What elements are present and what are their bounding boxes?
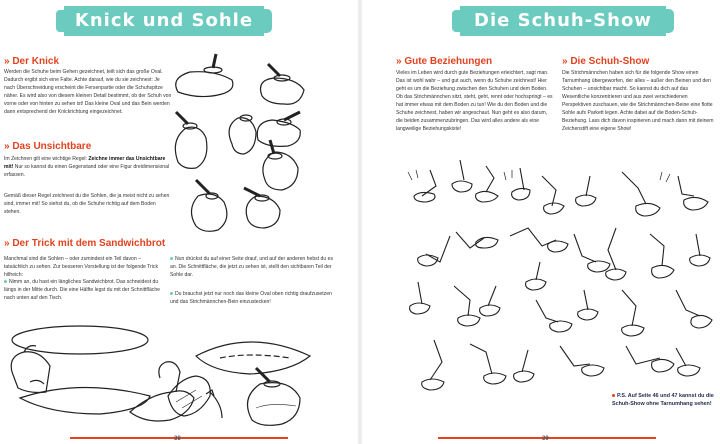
ps-note bbox=[612, 392, 718, 408]
text-knick: Werden die Schuhe beim Gehen gezeichnet, teilt sich das große Oval. Dadurch ergibt sich eine Falte. Achte darauf, wie du sie zeichnest: Je nach Überschneidung erscheint die Fersenpartie oder die Schuhspitze näher. Es wird also von diesem kleinen Detail bestimmt, ob der Schuh von vorne oder von hinten zu sehen ist! Das kleine Oval und das Bein werden dann entsprechend der Knickrichtung eingezeichnet. bbox=[4, 69, 172, 115]
text-beziehungen: Vieles im Leben wird durch gute Beziehungen erleichtert, sagt man. Das ist wohl wahr – und gut auch, wenn du Schuhe zeichnest! Hier geht es um die Beziehung zwischen den Schuhen und dem Boden. Ob das Strichmännchen sitzt, steht, geht, rennt oder hochspringt – es hat immer etwas mit dem Boden zu tun! Wie du den Boden und die Schuhe zeichnest, haben wir angeschaut. Nun geht es also darum, die beiden zusammenzubringen. Das wird alles andere als eine langweilige Beziehungskiste! bbox=[396, 70, 553, 132]
text-unsichtbare-bold: Zeichne immer das Unsichtbare mit! bbox=[4, 156, 166, 170]
ps-bullet-icon bbox=[612, 394, 615, 397]
shoe-show-illustration bbox=[360, 0, 720, 444]
heading-show: » Die Schuh-Show bbox=[562, 56, 650, 67]
sandwich-hand-illustration bbox=[11, 326, 150, 414]
heading-unsichtbare: » Das Unsichtbare bbox=[4, 141, 92, 152]
bullet-sandwich-2-text: Nun drückst du auf einer Seite drauf, und auf der anderen hebst du es an. Die Schnittfläche, die jetzt zu sehen ist, stellt den sichtbaren Teil der Sohle dar. bbox=[170, 256, 334, 278]
right-banner: Die Schuh-Show bbox=[460, 6, 666, 36]
sandwich-press-illustration bbox=[130, 362, 210, 421]
left-banner: Knick und Sohle bbox=[64, 6, 264, 36]
leg-shoe-group-bottom bbox=[422, 340, 700, 390]
shoe-drawing-4 bbox=[175, 112, 207, 168]
leg-shoe-group-middle bbox=[418, 228, 710, 290]
leg-shoe-group-lower bbox=[410, 282, 712, 336]
shoe-drawing-1 bbox=[176, 54, 233, 97]
bullet-sandwich-1-text: Nimm an, du hast ein längliches Sandwichbrot. Das schneidest du längs in der Mitte durch. Die eine Hälfte legst du mit der Schnittfläche nach unten auf den Tisch. bbox=[4, 279, 161, 301]
text-sandwich: Manchmal sind die Sohlen – oder zumindest ein Teil davon – tatsächlich zu sehen. Zur besseren Vorstellung ist der folgende Trick hilfreich: bbox=[4, 256, 159, 278]
shoe-drawing-8 bbox=[244, 188, 280, 228]
right-page-number: 39 bbox=[542, 436, 549, 442]
text-unsichtbare-pre: Im Zeichnen gilt eine wichtige Regel: bbox=[4, 156, 89, 162]
heading-beziehungen: » Gute Beziehungen bbox=[396, 56, 493, 67]
ps-note-text: P.S. Auf Seite 46 und 47 kannst du die Schuh-Show ohne Tarnumhang sehen! bbox=[612, 393, 714, 407]
left-page-number: 38 bbox=[174, 436, 181, 442]
shoe-drawing-2 bbox=[261, 64, 305, 104]
sole-shoe-final-illustration bbox=[248, 368, 301, 425]
shoe-drawing-6 bbox=[263, 140, 298, 190]
shoe-drawing-7 bbox=[191, 180, 226, 231]
text-show: Die Strichmännchen haben sich für die folgende Show einen Tarnumhang übergeworfen, der alles – außer den Beinen und den Schuhen – unsichtbar macht. So kannst du dich auf das Wesentliche konzentrieren und aus zwei verschiedenen Perspektiven zuschauen, wie die Strichmännchen-Beine eine flotte Sohle aufs Parkett legen. Achte dabei auf die Boden-Schuh-Beziehung. Lass dich davon inspirieren und mach dann mit deinem Zeichenstift eine eigene Show! bbox=[562, 70, 714, 132]
sandwich-halves-illustration bbox=[196, 342, 310, 374]
heading-knick: » Der Knick bbox=[4, 56, 60, 67]
text-unsichtbare-2: Gemäß dieser Regel zeichnest du die Sohlen, die ja meist nicht zu sehen sind, immer mit! So siehst du, ob die Schuhe richtig auf dem Boden stehen. bbox=[4, 193, 170, 215]
bullet-sandwich-3-text: Du brauchst jetzt nur noch das kleine Oval oben richtig draufzusetzen und das Strichmännchen-Bein einzustecken! bbox=[170, 291, 332, 305]
sole-arrow-icon bbox=[206, 390, 222, 418]
text-unsichtbare-post: Nur so kannst du einen Gegenstand oder eine Figur dreidimensional erfassen. bbox=[4, 164, 170, 178]
shoe-drawing-3 bbox=[257, 112, 300, 146]
right-page bbox=[360, 0, 720, 444]
shoe-drawing-5 bbox=[229, 115, 256, 154]
leg-shoe-group-top bbox=[414, 160, 708, 216]
heading-sandwich: » Der Trick mit dem Sandwichbrot bbox=[4, 238, 166, 249]
